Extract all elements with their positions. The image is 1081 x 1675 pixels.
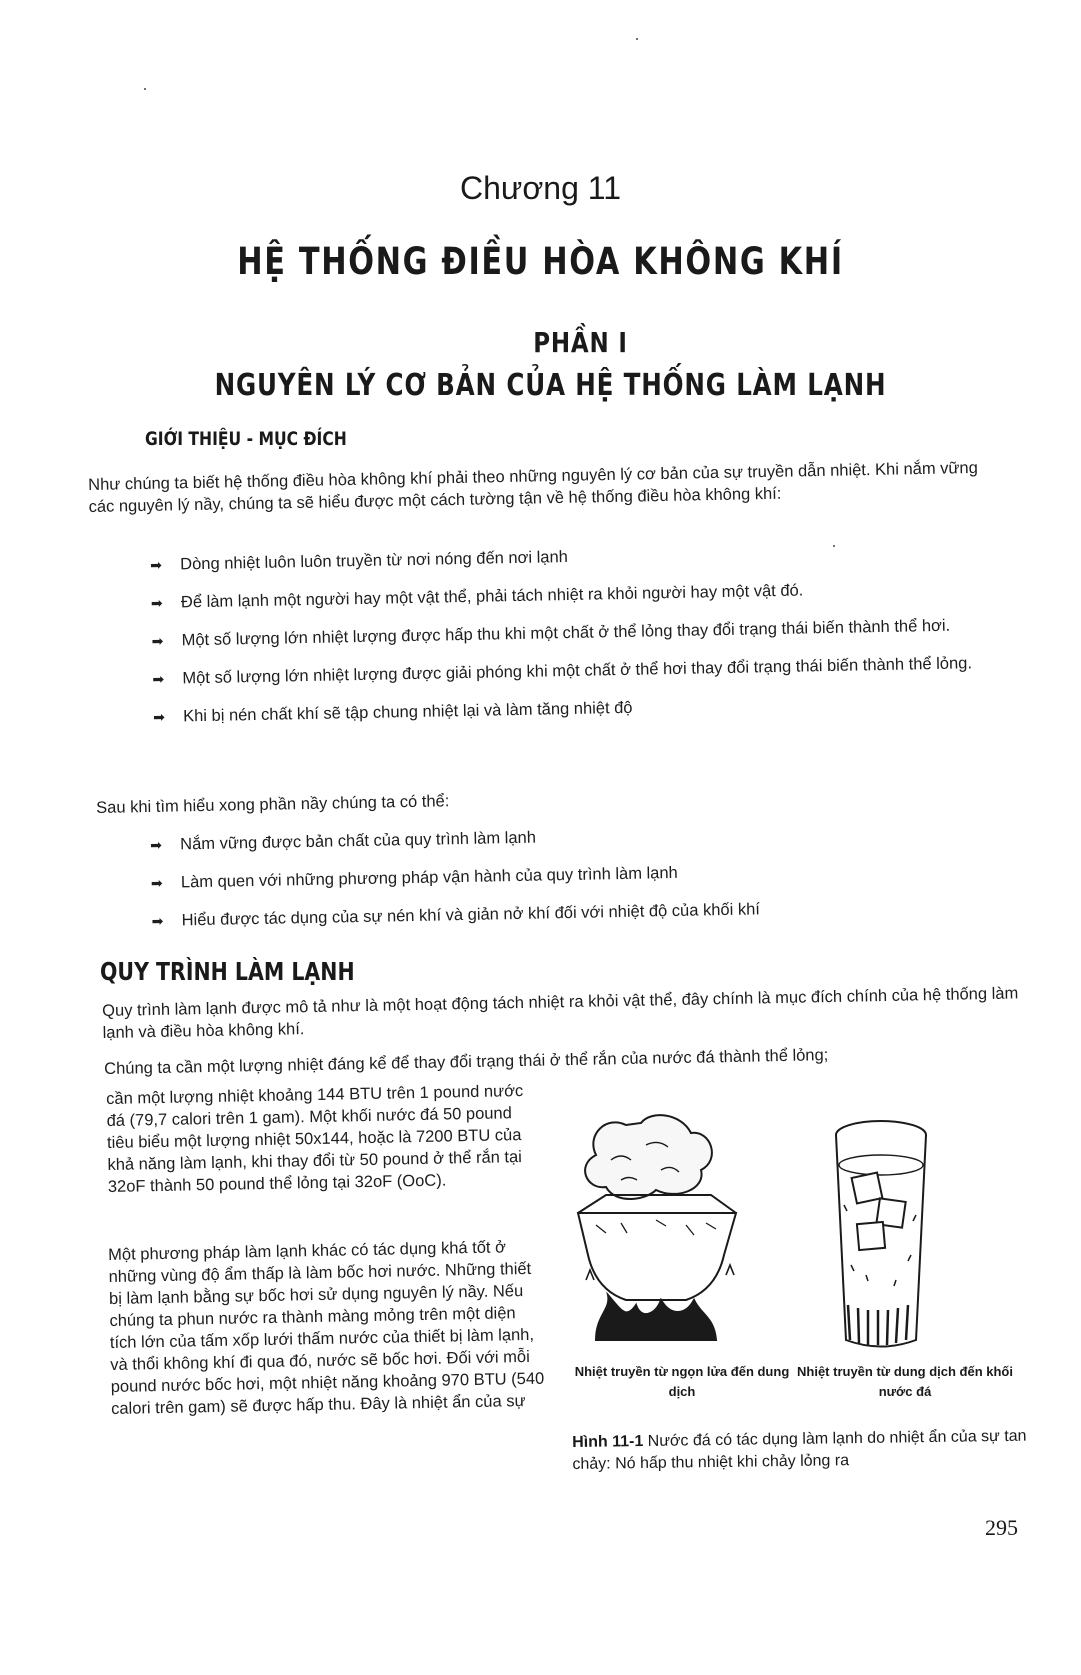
arrow-bullet-icon: ➡ — [152, 670, 165, 687]
arrow-bullet-icon: ➡ — [150, 594, 163, 611]
part-label: PHẦN I — [533, 326, 628, 359]
ice-melting-figure — [566, 1105, 1006, 1355]
chapter-label: Chương 11 — [459, 170, 621, 206]
list-item-text: Một số lượng lớn nhiệt lượng được giải phóng khi một chất ở thể hơi thay đổi trạng thái biến thành thể lỏng. — [182, 654, 973, 688]
part-title: NGUYÊN LÝ CƠ BẢN CỦA HỆ THỐNG LÀM LẠNH — [214, 368, 887, 403]
process-paragraph-2-cont: cần một lượng nhiệt khoảng 144 BTU trên 1 pound nước đá (79,7 calori trên 1 gam). Một khối nước đá 50 pound tiêu biểu một lượng nhiệt 50x144, hoặc là 7200 BTU của khả năng làm lạnh, khi thay đổi từ 50 pound ở thể rắn tại 32oF thành 50 pound thể lỏng tại 32oF (OoC). — [106, 1081, 524, 1196]
list-item — [152, 651, 1012, 690]
list-item — [151, 894, 971, 932]
ice-glass-illustration — [836, 1121, 926, 1347]
list-item — [150, 818, 970, 856]
outcome-bullet-list — [150, 818, 972, 948]
arrow-bullet-icon: ➡ — [150, 836, 163, 853]
page-number: 295 — [985, 1515, 1018, 1540]
figure-caption-label: Hình 11-1 — [572, 1433, 644, 1451]
process-paragraph-3: Một phương pháp làm lạnh khác có tác dụng khá tốt ở những vùng độ ẩm thấp là làm bốc hơi nước. Những thiết bị làm lạnh bằng sự bốc hơi sử dụng nguyên lý nầy. Nếu chúng ta phun nước ra thành màng mỏng trên một diện tích lớn của tấm xốp lưới thấm nước của thiết bị làm lạnh, và thổi không khí đi qua đó, nước sẽ bốc hơi. Đối với mỗi pound nước bốc hơi, một nhiệt năng khoảng 970 BTU (540 calori trên gam) sẽ được hấp thu. Đây là nhiệt ẩn của sự — [108, 1238, 545, 1418]
process-paragraph-2: Chúng ta cần một lượng nhiệt đáng kể để thay đổi trạng thái ở thể rắn của nước đá thành thể lỏng; — [104, 1046, 829, 1078]
figure-caption-text: Nước đá có tác dụng làm lạnh do nhiệt ẩn của sự tan chảy: Nó hấp thu nhiệt khi chảy lỏng ra — [572, 1427, 1027, 1473]
fire-heated-bowl-illustration — [578, 1115, 736, 1340]
list-item-text: Làm quen với những phương pháp vận hành của quy trình làm lạnh — [180, 863, 678, 892]
list-item-text: Để làm lạnh một người hay một vật thể, phải tách nhiệt ra khỏi người hay một vật đó. — [180, 581, 804, 612]
list-item — [151, 575, 1011, 614]
after-text: Sau khi tìm hiểu xong phần nầy chúng ta có thể: — [96, 792, 450, 817]
arrow-bullet-icon: ➡ — [151, 912, 164, 929]
figure-left-caption: Nhiệt truyền từ ngọn lửa đến dung dịch — [574, 1364, 790, 1399]
scan-speck — [636, 38, 638, 40]
chapter-title: HỆ THỐNG ĐIỀU HÒA KHÔNG KHÍ — [237, 240, 844, 283]
intro-heading: GIỚI THIỆU - MỤC ĐÍCH — [145, 428, 347, 450]
list-item — [151, 856, 971, 894]
arrow-bullet-icon: ➡ — [150, 874, 163, 891]
list-item-text: Một số lượng lớn nhiệt lượng được hấp thu khi một chất ở thể lỏng thay đổi trạng thái biến thành thể hơi. — [181, 616, 951, 650]
list-item-text: Dòng nhiệt luôn luôn truyền từ nơi nóng đến nơi lạnh — [180, 547, 569, 574]
process-paragraph-1: Quy trình làm lạnh được mô tả như là một hoạt động tách nhiệt ra khỏi vật thể, đây chính là mục đích chính của hệ thống làm lạnh và điều hòa không khí. — [102, 984, 1019, 1042]
list-item-text: Khi bị nén chất khí sẽ tập chung nhiệt lại và làm tăng nhiệt độ — [182, 698, 633, 726]
arrow-bullet-icon: ➡ — [151, 632, 164, 649]
arrow-bullet-icon: ➡ — [150, 556, 163, 573]
intro-paragraph: Như chúng ta biết hệ thống điều hòa không khí phải theo những nguyên lý cơ bản của sự truyền dẫn nhiệt. Khi nắm vững các nguyên lý nầy, chúng ta sẽ hiểu được một cách tường tận về hệ thống điều hòa không khí: — [88, 458, 979, 516]
list-item — [153, 689, 1013, 728]
scan-speck — [144, 88, 146, 90]
list-item-text: Nắm vững được bản chất của quy trình làm lạnh — [180, 828, 537, 854]
list-item — [150, 537, 1010, 576]
intro-bullet-list — [150, 537, 1013, 743]
arrow-bullet-icon: ➡ — [152, 708, 166, 725]
list-item-text: Hiểu được tác dụng của sự nén khí và giản nở khí đối với nhiệt độ của khối khí — [181, 900, 761, 930]
figure-right-caption: Nhiệt truyền từ dung dịch đến khối nước đá — [797, 1364, 1013, 1399]
list-item — [151, 613, 1011, 652]
figure-caption — [572, 1426, 1033, 1476]
process-heading: QUY TRÌNH LÀM LẠNH — [100, 957, 355, 986]
